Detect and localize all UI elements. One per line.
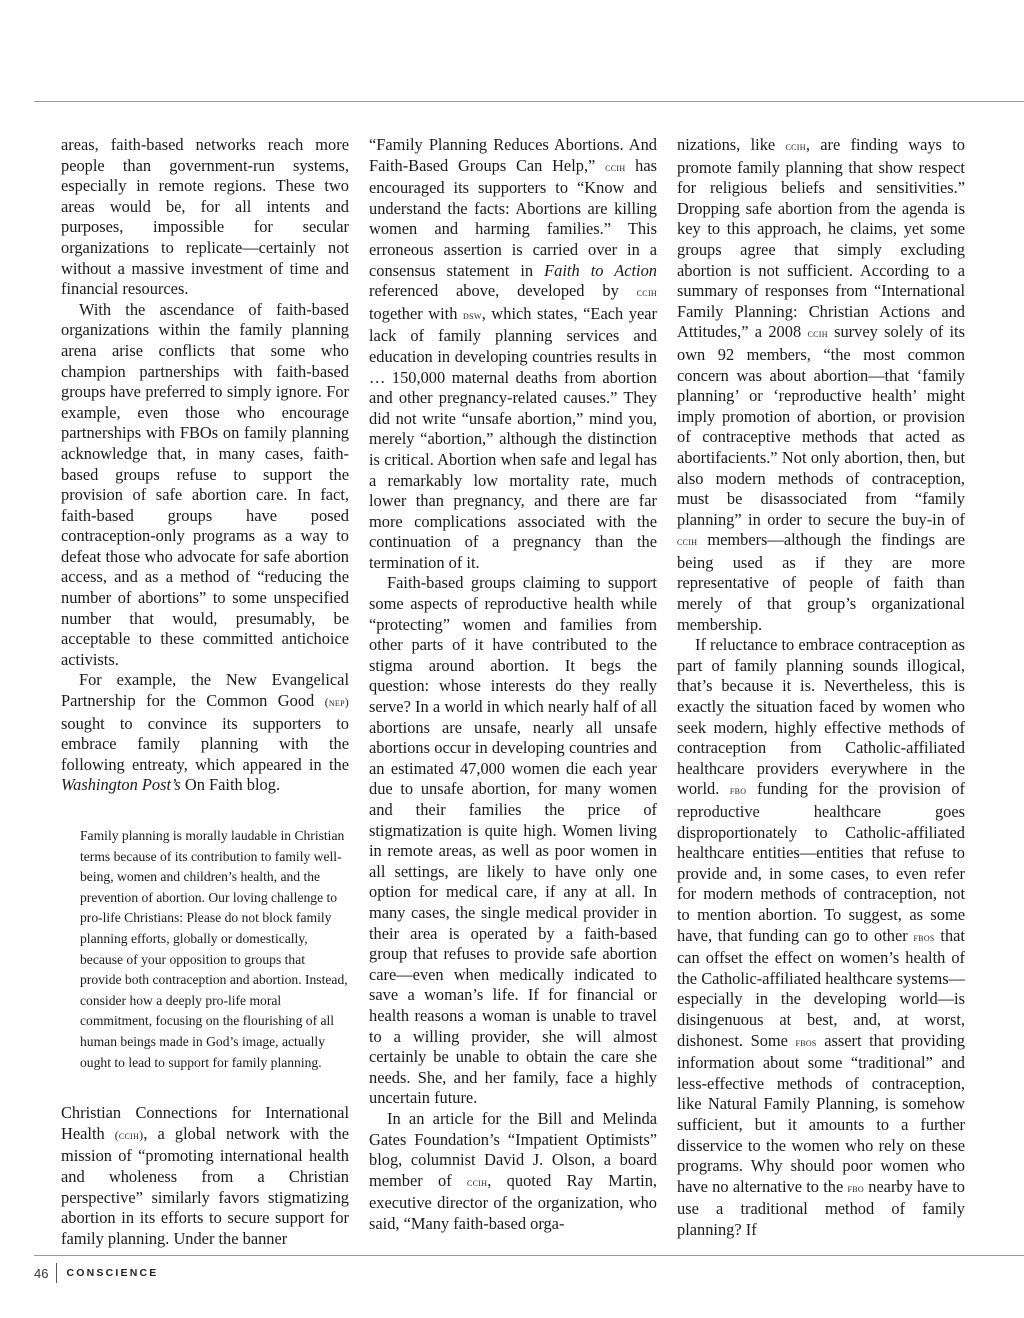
paragraph: “Family Planning Reduces Abortions. And Faith-Based Groups Can Help,” ccih has encouraged its supporters to “Know and understand the facts: Abortions are killing women and harming families.” This erroneous assertion is carried over in a consensus statement in Faith to Action referenced above, developed by ccih together with dsw, which states, “Each year lack of family planning services and education in developing countries results in … 150,000 maternal deaths from abortion and other pregnancy-related causes.” They did not write “unsafe abortion,” mind you, merely “abortion,” although the distinction is critical. Abortion when safe and legal has a remarkably low mortality rate, much lower than pregnancy, and there are far more complications associated with the continuation of a pregnancy than the termination of it. [369, 135, 657, 572]
abbreviation: fbo [847, 1182, 864, 1195]
abbreviation: ccih [807, 328, 828, 341]
footer-divider [56, 1263, 57, 1283]
abbreviation: dsw [463, 309, 482, 322]
paragraph: nizations, like ccih, are finding ways to promote family planning that show respect for religious beliefs and sensitivities.” Dropping safe abortion from the agenda is key to this approach, he claims, yet some groups agree that simply excluding abortion is not sufficient. According to a summary of responses from “International Family Planning: Christian Actions and Attitudes,” a 2008 ccih survey solely of its own 92 members, “the most common concern was about abortion—that ‘family planning’ or ‘reproductive health’ might imply promotion of abortion, or provision of contraceptive methods that acted as abortifacients.” Not only abortion, then, but also modern methods of contraception, must be disassociated from “family planning” in order to secure the buy-in of ccih members—although the findings are being used as if they are more representative of people of faith than merely of that group’s organizational membership. [677, 135, 965, 634]
publication-title: Washington Post’s [61, 775, 181, 795]
paragraph: areas, faith-based networks reach more people than government-run systems, especially in remote regions. These two areas would be, for all intents and purposes, impossible for secular organizations to replicate—certainly not without a massive investment of time and financial resources. [61, 135, 349, 299]
paragraph: For example, the New Evangelical Partnership for the Common Good (nep) sought to convince its supporters to embrace family planning with the following entreaty, which appeared in the Washington Post’s On Faith blog. [61, 670, 349, 795]
page-number: 46 [34, 1265, 49, 1281]
page-footer [34, 1262, 158, 1284]
paragraph: If reluctance to embrace contraception as part of family planning sounds illogical, that’s because it is. Nevertheless, this is exactly the situation faced by women who seek modern, highly effective methods of contraception from Catholic-affiliated healthcare providers everywhere in the world. fbo funding for the provision of reproductive healthcare goes disproportionately to Catholic-affiliated healthcare entities—entities that refuse to provide and, in some cases, to even refer for modern methods of contraception, not to mention abortion. To suggest, as some have, that funding can go to other fbos that can offset the effect on women’s health of the Catholic-affiliated healthcare systems—especially in the developing world—is disingenuous at best, and, at worst, dishonest. Some fbos assert that providing information about some “traditional” and less-effective methods of contraception, like Natural Family Planning, is somehow sufficient, but it amounts to a further disservice to the women who rely on these programs. Why should poor women who have no alternative to the fbo nearby have to use a traditional method of family planning? If [677, 635, 965, 1239]
abbreviation: ccih [605, 161, 626, 174]
abbreviation: fbo [729, 785, 747, 798]
abbreviation: ccih [636, 287, 657, 300]
abbreviation: ccih [677, 536, 698, 549]
abbreviation: fbos [913, 931, 935, 944]
text-column-1 [61, 135, 349, 1249]
header-rule [34, 101, 1024, 102]
abbreviation: fbos [795, 1036, 817, 1049]
abbreviation: (nep) [324, 697, 349, 710]
paragraph: With the ascendance of faith-based organizations within the family planning arena arise conflicts that some who champion partnerships with faith-based groups have preferred to simply ignore. For example, even those who encourage partnerships with FBOs on family planning acknowledge that, in many cases, faith-based groups refuse to support the provision of safe abortion care. In fact, faith-based groups have posed contraception-only programs as a way to defeat those who advocate for safe abortion access, and as a method of “reducing the number of abortions” to some unspecified number that would, presumably, be acceptable to these committed antichoice activists. [61, 299, 349, 669]
text-column-3 [677, 135, 965, 1240]
paragraph: In an article for the Bill and Melinda Gates Foundation’s “Impatient Optimists” blog, columnist David J. Olson, a board member of ccih, quoted Ray Martin, executive director of the organization, who said, “Many faith-based orga- [369, 1108, 657, 1233]
paragraph: Faith-based groups claiming to support some aspects of reproductive health while “protecting” women and families from other parts of it have contributed to the stigma around abortion. It begs the question: whose interests do they really serve? In a world in which nearly half of all abortions are unsafe, nearly all unsafe abortions occur in developing countries and an estimated 47,000 women die each year due to unsafe abortion, for many women and their families the price of stigmatization is quite high. Women living in remote areas, as well as poor women in all settings, are likely to have only one option for medical care, if any at all. In many cases, the single medical provider in their area is operated by a faith-based group that refuses to provide safe abortion care—even when medically indicated to save a woman’s life. If for financial or health reasons a woman is unable to travel to a willing provider, she will almost certainly be unable to obtain the care she needs. She, and her family, face a highly uncertain future. [369, 573, 657, 1108]
block-quote: Family planning is morally laudable in Christian terms because of its contribution to family well-being, women and children’s health, and the prevention of abortion. Our loving challenge to pro-life Christians: Please do not block family planning efforts, globally or domestically, because of your opposition to groups that provide both contraception and abortion. Instead, consider how a deeply pro-life moral commitment, focusing on the flourishing of all human beings made in God’s image, actually ought to lead to support for family planning. [80, 828, 348, 1070]
abbreviation: ccih [785, 141, 806, 153]
publication-name: CONSCIENCE [66, 1267, 159, 1279]
text-column-2 [369, 135, 657, 1234]
footer-rule [34, 1255, 1024, 1256]
paragraph: Christian Connections for International Health (ccih), a global network with the mission of “promoting international health and wholeness from a Christian perspective” similarly favors stigmatizing abortion in its efforts to secure support for family planning. Under the banner [61, 1103, 349, 1248]
publication-title: Faith to Action [544, 260, 657, 280]
abbreviation: ccih [466, 1176, 488, 1189]
abbreviation: (ccih) [114, 1129, 144, 1142]
